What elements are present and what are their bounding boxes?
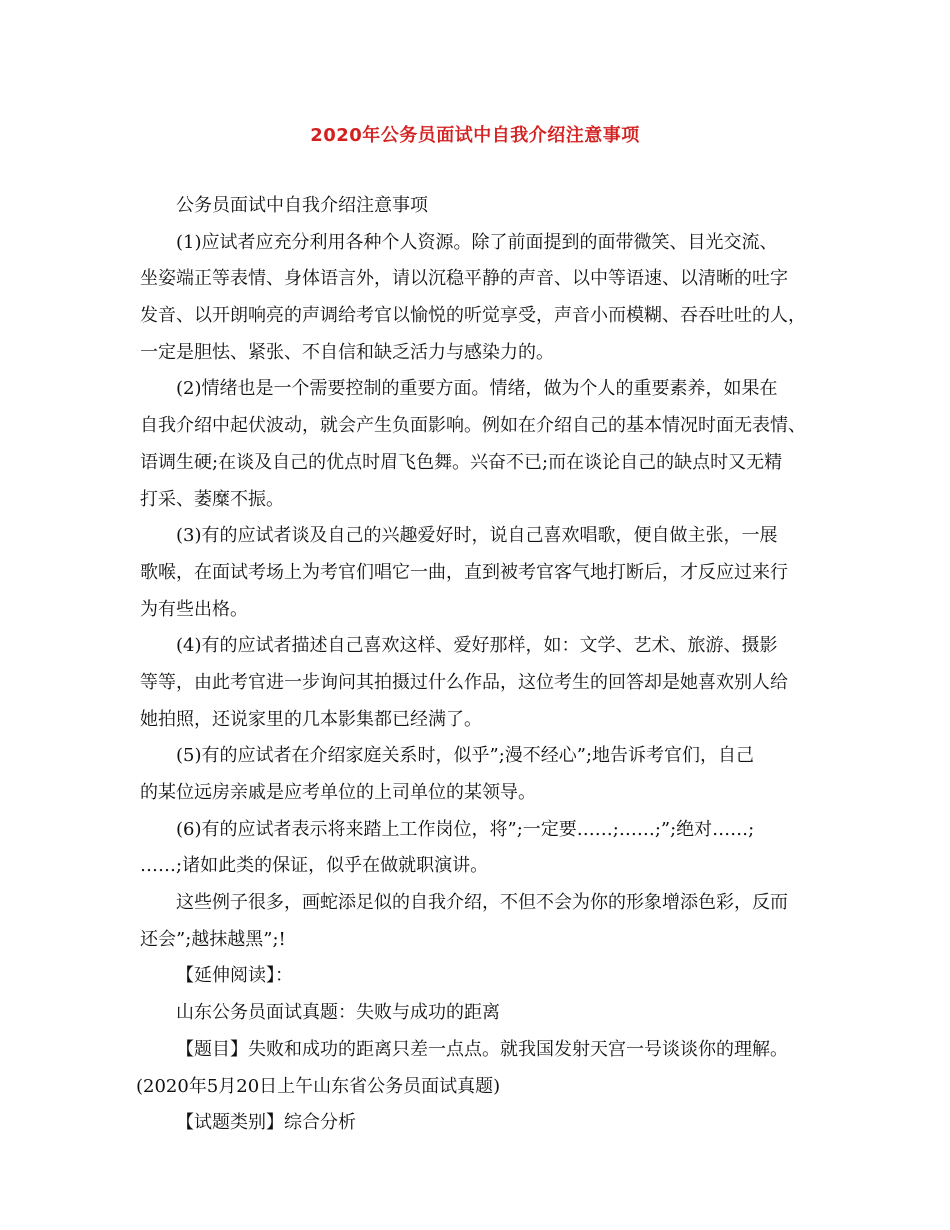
- text-line: (2)情绪也是一个需要控制的重要方面。情绪，做为个人的重要素养，如果在: [176, 378, 778, 400]
- text-line: 的某位远房亲戚是应考单位的上司单位的某领导。: [140, 782, 536, 803]
- text-line: (4)有的应试者描述自己喜欢这样、爱好那样，如：文学、艺术、旅游、摄影: [176, 635, 778, 657]
- text-line: 自我介绍中起伏波动，就会产生负面影响。例如在介绍自己的基本情况时面无表情、: [140, 415, 806, 437]
- document-title: 2020年公务员面试中自我介绍注意事项: [310, 125, 640, 146]
- text-line: 一定是胆怯、紧张、不自信和缺乏活力与感染力的。: [140, 341, 554, 363]
- text-line: (2020年5月20日上午山东省公务员面试真题): [136, 1075, 501, 1097]
- text-line: (6)有的应试者表示将来踏上工作岗位，将”;一定要……;……;”;绝对……;: [176, 818, 755, 840]
- text-line: 语调生硬;在谈及自己的优点时眉飞色舞。兴奋不已;而在谈论自己的缺点时又无精: [140, 451, 783, 473]
- text-line: ……;诸如此类的保证，似乎在做就职演讲。: [140, 855, 489, 877]
- text-line: 【试题类别】综合分析: [176, 1112, 356, 1134]
- text-line: 歌喉，在面试考场上为考官们唱它一曲，直到被考官客气地打断后，才反应过来行: [140, 561, 788, 583]
- text-line: 打采、萎糜不振。: [140, 488, 284, 510]
- text-line: 【延伸阅读】：: [176, 965, 293, 987]
- text-line: 【题目】失败和成功的距离只差一点点。就我国发射天宫一号谈谈你的理解。: [176, 1038, 788, 1060]
- text-line: 还会”;越抹越黑”;!: [140, 928, 286, 950]
- text-line: (5)有的应试者在介绍家庭关系时，似乎”;漫不经心”;地告诉考官们，自己: [176, 745, 755, 767]
- text-line: 等等，由此考官进一步询问其拍摄过什么作品，这位考生的回答却是她喜欢别人给: [140, 671, 788, 693]
- text-line: 山东公务员面试真题：失败与成功的距离: [176, 1002, 500, 1024]
- text-line: 公务员面试中自我介绍注意事项: [176, 195, 428, 216]
- text-line: 为有些出格。: [140, 598, 248, 620]
- document-body: [136, 188, 830, 1142]
- text-line: (1)应试者应充分利用各种个人资源。除了前面提到的面带微笑、目光交流、: [176, 231, 778, 253]
- text-line: 发音、以开朗响亮的声调给考官以愉悦的听觉享受，声音小而模糊、吞吞吐吐的人，: [140, 305, 806, 327]
- text-line: 这些例子很多，画蛇添足似的自我介绍，不但不会为你的形象增添色彩，反而: [176, 892, 788, 914]
- text-line: (3)有的应试者谈及自己的兴趣爱好时，说自己喜欢唱歌，便自做主张，一展: [176, 525, 778, 547]
- text-line: 她拍照，还说家里的几本影集都已经满了。: [140, 708, 482, 730]
- text-line: 坐姿端正等表情、身体语言外，请以沉稳平静的声音、以中等语速、以清晰的吐字: [140, 268, 788, 290]
